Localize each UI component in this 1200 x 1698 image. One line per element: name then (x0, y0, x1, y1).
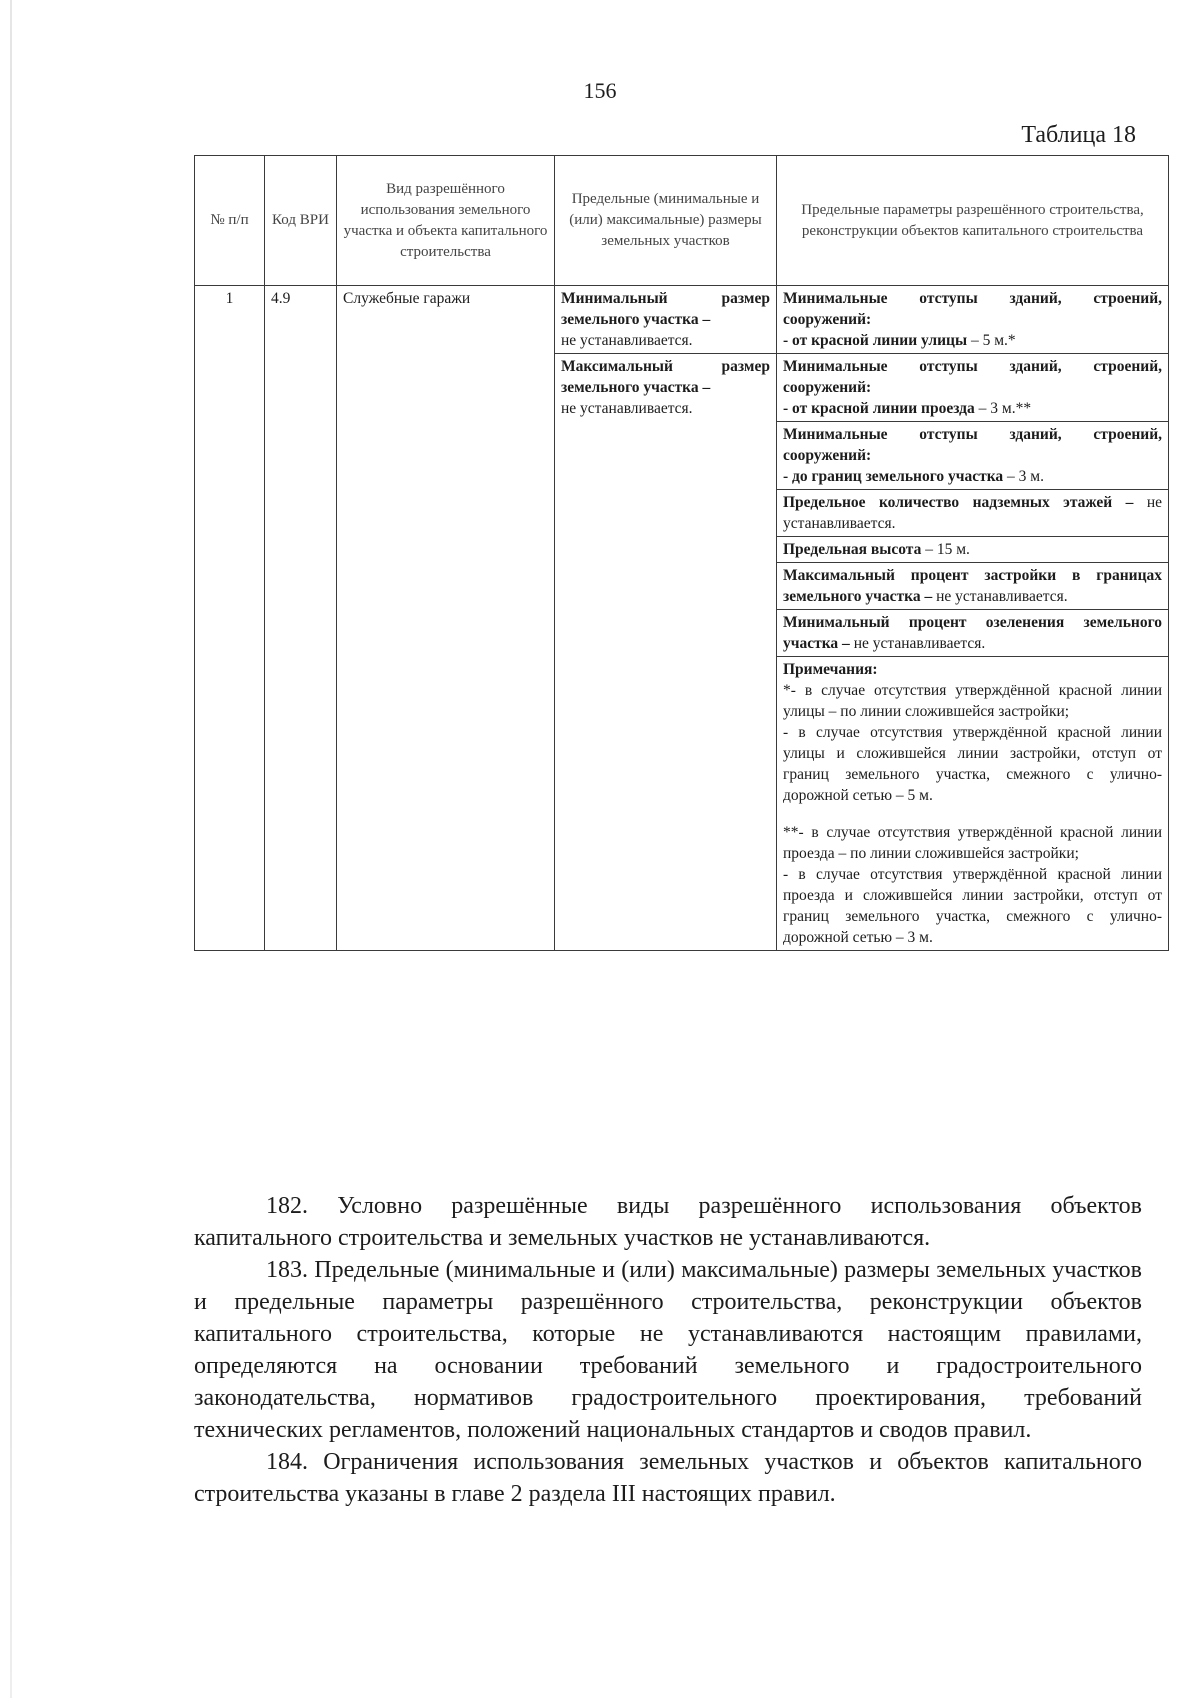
plot-size-max-label: Максимальный размер земельного участка – (561, 358, 770, 396)
page-number: 156 (583, 78, 617, 103)
param-floors-label: Предельное количество надземных этажей – (783, 494, 1134, 511)
paragraph-184: 184. Ограничения использования земельных участков и объектов капитального строительства указаны в главе 2 раздела III настоящих правил. (194, 1449, 1142, 1507)
param-built-percent (777, 563, 1169, 610)
table-row (195, 286, 1169, 354)
paragraph-182: 182. Условно разрешённые виды разрешённого использования объектов капитального строительства и земельных участков не устанавливаются. (194, 1193, 1142, 1251)
body-text (194, 1190, 1142, 1510)
zoning-parameters-table (194, 155, 1169, 951)
note-4: - в случае отсутствия утверждённой красной линии проезда и сложившейся линии застройки, отступ от границ земельного участка, смежного с улично-дорожной сетью – 3 м. (783, 866, 1162, 946)
param-floors-value: не устанавливается. (783, 494, 1162, 532)
row-use-type: Служебные гаражи (337, 286, 555, 951)
param-setback-boundary (777, 422, 1169, 490)
param-setback-boundary-line: - до границ земельного участка (783, 468, 1004, 485)
paragraph-183: 183. Предельные (минимальные и (или) максимальные) размеры земельных участков и предельные параметры разрешённого строительства, реконструкции объектов капитального строительства, которые не устанавливаются настоящим правилами, определяются на основании требований земельного и градостроительного законодательства, нормативов градостроительного проектирования, требований технических регламентов, положений национальных стандартов и сводов правил. (194, 1257, 1142, 1443)
param-setback-street-value: – 5 м.* (967, 332, 1016, 349)
param-setback-boundary-label: Минимальные отступы зданий, строений, сооружений: (783, 426, 1162, 464)
note-1: *- в случае отсутствия утверждённой красной линии улицы – по линии сложившейся застройки; (783, 682, 1162, 720)
param-height (777, 537, 1169, 563)
notes-title: Примечания: (783, 661, 878, 678)
param-setback-street (777, 286, 1169, 354)
plot-size-min (555, 286, 777, 354)
plot-size-max (555, 354, 777, 951)
param-green-percent-label: Минимальный процент озеленения земельного участка – (783, 614, 1162, 652)
param-setback-passage-line: - от красной линии проезда (783, 400, 975, 417)
note-2: - в случае отсутствия утверждённой красной линии улицы и сложившейся линии застройки, отступ от границ земельного участка, смежного с улично-дорожной сетью – 5 м. (783, 724, 1162, 804)
header-use-type: Вид разрешённого использования земельного участка и объекта капитального строительства (337, 156, 555, 286)
row-number: 1 (195, 286, 265, 951)
scan-edge (10, 0, 12, 1698)
param-setback-boundary-value: – 3 м. (1003, 468, 1044, 485)
table-caption: Таблица 18 (1021, 122, 1136, 148)
param-built-percent-label: Максимальный процент застройки в границах земельного участка – (783, 567, 1162, 605)
notes-spacer (783, 806, 1162, 822)
param-setback-passage-label: Минимальные отступы зданий, строений, сооружений: (783, 358, 1162, 396)
plot-size-min-value: не устанавливается. (561, 332, 693, 349)
param-setback-street-label: Минимальные отступы зданий, строений, сооружений: (783, 290, 1162, 328)
param-setback-street-line: - от красной линии улицы (783, 332, 968, 349)
plot-size-max-value: не устанавливается. (561, 400, 693, 417)
param-setback-passage (777, 354, 1169, 422)
header-number: № п/п (195, 156, 265, 286)
note-3: **- в случае отсутствия утверждённой красной линии проезда – по линии сложившейся застройки; (783, 824, 1162, 862)
param-height-label: Предельная высота (783, 541, 922, 558)
header-plot-sizes: Предельные (минимальные и (или) максимальные) размеры земельных участков (555, 156, 777, 286)
row-code: 4.9 (265, 286, 337, 951)
param-green-percent (777, 610, 1169, 657)
param-floors (777, 490, 1169, 537)
param-height-value: – 15 м. (921, 541, 970, 558)
table-header-row (195, 156, 1169, 286)
param-setback-passage-value: – 3 м.** (974, 400, 1032, 417)
header-code: Код ВРИ (265, 156, 337, 286)
plot-size-min-label: Минимальный размер земельного участка – (561, 290, 770, 328)
notes-cell (777, 657, 1169, 951)
param-built-percent-value: не устанавливается. (932, 588, 1068, 605)
header-construction-params: Предельные параметры разрешённого строительства, реконструкции объектов капитального строительства (777, 156, 1169, 286)
param-green-percent-value: не устанавливается. (849, 635, 986, 652)
